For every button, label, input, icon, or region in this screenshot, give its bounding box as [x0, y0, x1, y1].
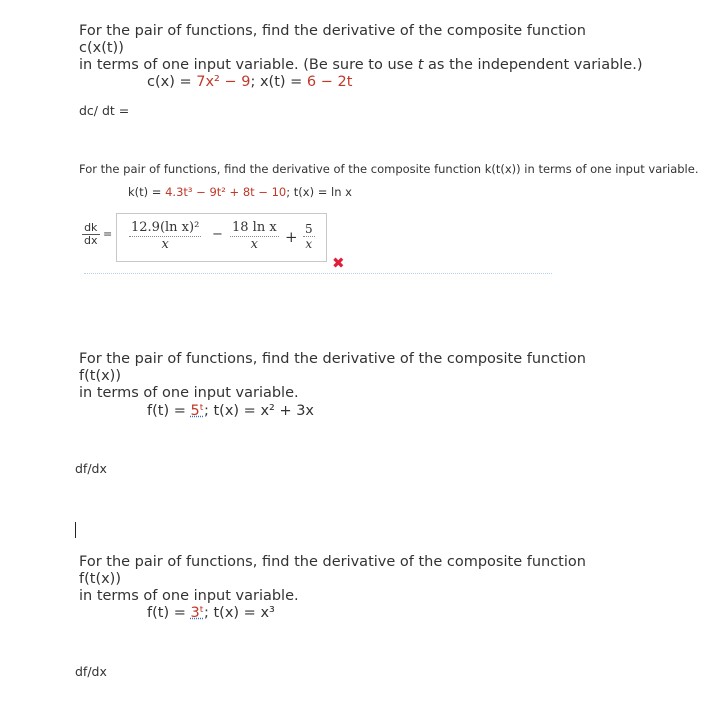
- q2-op-minus: −: [212, 227, 223, 242]
- q2-term1: $\frac{\text{12.9(ln x)²}}{x}$: [131, 220, 200, 252]
- q1-answer-label: dc/ dt =: [79, 103, 130, 118]
- q3-prompt-line2: f(t(x)): [79, 368, 121, 384]
- q4-prompt-line1: For the pair of functions, find the derivative of the composite function: [79, 554, 586, 570]
- q2-answer-box[interactable]: [116, 213, 327, 262]
- q3-prompt-line3: in terms of one input variable.: [79, 385, 299, 401]
- q2-term3: $\frac{5}{x}$: [305, 222, 313, 251]
- q2-answer-label: $\frac{dk}{dx}$ =: [84, 221, 113, 247]
- q4-functions: f(t) = 3ᵗ; t(x) = x³: [147, 605, 275, 621]
- q4-prompt-line2: f(t(x)): [79, 571, 121, 587]
- q3-prompt-line1: For the pair of functions, find the derivative of the composite function: [79, 351, 586, 367]
- text-cursor: [75, 522, 76, 538]
- incorrect-icon: ✖: [332, 254, 345, 272]
- q2-prompt: For the pair of functions, find the derivative of the composite function k(t(x)) in terms of one input variable.: [79, 162, 699, 176]
- q1-prompt-line2: c(x(t)): [79, 40, 124, 56]
- q4-prompt-line3: in terms of one input variable.: [79, 588, 299, 604]
- q2-functions: k(t) = 4.3t³ − 9t² + 8t − 10; t(x) = ln x: [128, 185, 352, 199]
- answer-divider: [84, 273, 552, 274]
- q2-op-plus: +: [285, 228, 298, 246]
- q3-answer-label: df/dx: [75, 461, 107, 476]
- q4-answer-label: df/dx: [75, 664, 107, 679]
- q2-term2: $\frac{\text{18 ln x}}{x}$: [232, 220, 277, 252]
- q1-prompt-line1: For the pair of functions, find the derivative of the composite function: [79, 23, 586, 39]
- q1-prompt-line3: in terms of one input variable. (Be sure to use t as the independent variable.): [79, 57, 643, 73]
- q3-functions: f(t) = 5ᵗ; t(x) = x² + 3x: [147, 403, 315, 419]
- q1-functions: c(x) = 7x² − 9; x(t) = 6 − 2t: [147, 74, 353, 90]
